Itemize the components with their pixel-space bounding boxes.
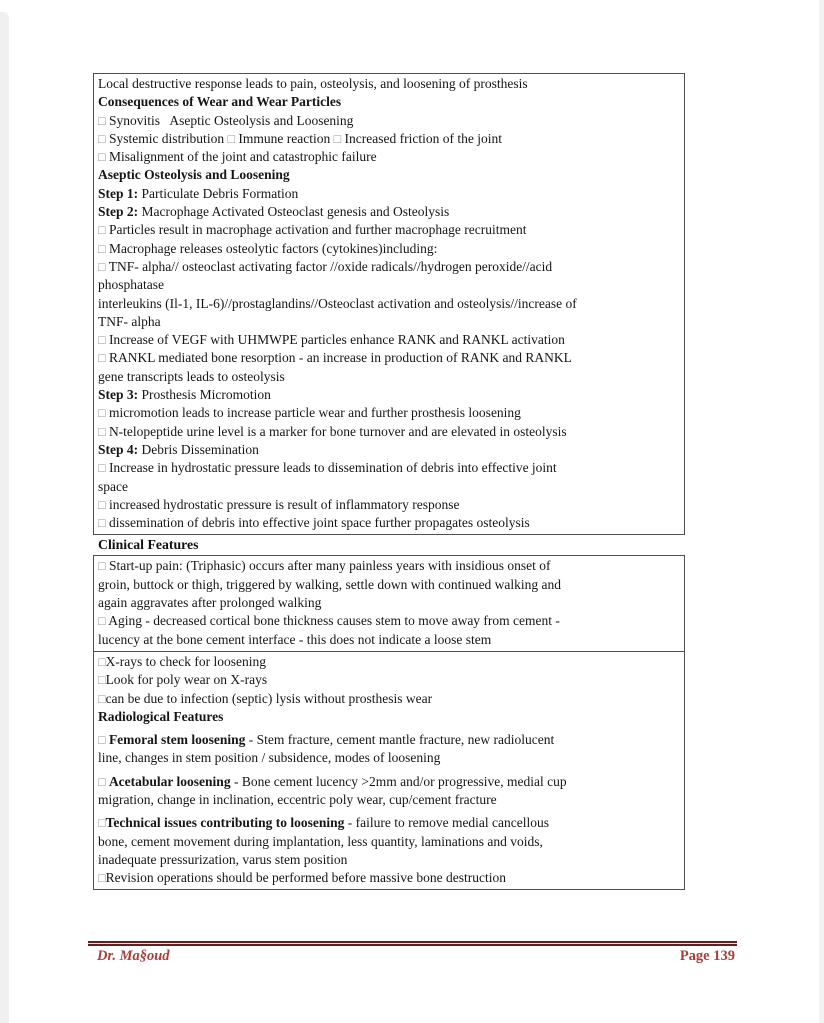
body-text: inadequate pressurization, varus stem position [98, 851, 348, 867]
bold-text: Femoral stem loosening [108, 732, 246, 748]
checkbox-icon: □ [98, 691, 106, 706]
text-line [98, 594, 679, 612]
body-text: - Stem fracture, cement mantle fracture, new radiolucent [245, 732, 555, 748]
body-text: Systemic distribution [105, 130, 228, 146]
checkbox-icon: □ [98, 559, 106, 574]
checkbox-icon: □ [98, 871, 106, 886]
text-line [98, 93, 679, 111]
footer-page-number: Page 139 [679, 948, 735, 964]
page-edge-right [819, 0, 824, 1023]
body-text: micromotion leads to increase particle wear and further prosthesis loosening [105, 405, 521, 421]
wear-consequences-box [93, 73, 685, 535]
checkbox-icon: □ [98, 351, 106, 366]
text-line [98, 313, 679, 331]
body-text: - Bone cement lucency >2mm and/or progressive, medial cup [230, 773, 567, 789]
text-line [98, 708, 679, 726]
body-text: Aging - decreased cortical bone thickness causes stem to move away from cement - [105, 613, 560, 629]
body-text: gene transcripts leads to osteolysis [98, 368, 285, 384]
checkbox-icon: □ [98, 774, 106, 789]
body-text: X-rays to check for loosening [105, 653, 267, 669]
checkbox-icon: □ [98, 333, 106, 348]
text-line [98, 240, 679, 258]
checkbox-icon: □ [98, 223, 106, 238]
text-line [98, 671, 679, 689]
body-text: TNF- alpha// osteoclast activating factor //oxide radicals//hydrogen peroxide//acid [105, 258, 553, 274]
body-text: Revision operations should be performed before massive bone destruction [105, 870, 506, 886]
body-text: Particulate Debris Formation [141, 185, 299, 201]
text-line [98, 276, 679, 294]
body-text: lucency at the bone cement interface - this does not indicate a loose stem [98, 631, 492, 647]
checkbox-icon: □ [98, 816, 106, 831]
text-line [98, 331, 679, 349]
text-line [98, 773, 679, 791]
bold-text: Aseptic Osteolysis and Loosening [98, 167, 290, 183]
text-line [98, 514, 679, 532]
footer-divider [88, 941, 737, 946]
checkbox-icon: □ [98, 516, 106, 531]
text-line [98, 349, 679, 367]
checkbox-icon: □ [98, 614, 106, 629]
body-text: can be due to infection (septic) lysis without prosthesis wear [105, 690, 433, 706]
checkbox-icon: □ [98, 259, 106, 274]
text-line [98, 441, 679, 459]
bold-text: Step 2: [98, 204, 142, 220]
text-line [98, 612, 679, 630]
body-text: increased hydrostatic pressure is result of inflammatory response [105, 496, 460, 512]
body-text: bone, cement movement during implantation, less quantity, laminations and voids, [98, 833, 543, 849]
checkbox-icon: □ [98, 733, 106, 748]
checkbox-icon: □ [98, 424, 106, 439]
text-line [98, 295, 679, 313]
body-text: TNF- alpha [98, 313, 161, 329]
text-line [98, 148, 679, 166]
body-text: Particles result in macrophage activation and further macrophage recruitment [105, 222, 527, 238]
body-text: N-telopeptide urine level is a marker for bone turnover and are elevated in osteolysis [105, 423, 567, 439]
text-line [98, 749, 679, 767]
body-text: Look for poly wear on X-rays [105, 672, 268, 688]
clinical-features-box [93, 555, 685, 651]
clinical-features-heading: Clinical Features [98, 537, 199, 553]
text-line [98, 631, 679, 649]
radiological-features-box [93, 651, 685, 891]
bold-text: Technical issues contributing to loosening [105, 815, 345, 831]
checkbox-icon: □ [98, 113, 106, 128]
text-line [98, 368, 679, 386]
text-line [98, 386, 679, 404]
body-text: Macrophage Activated Osteoclast genesis and Osteolysis [141, 204, 450, 220]
footer-author: Dr. Ma§oud [97, 948, 170, 964]
text-line [98, 423, 679, 441]
text-line [98, 478, 679, 496]
checkbox-icon: □ [98, 131, 106, 146]
body-text: RANKL mediated bone resorption - an increase in production of RANK and RANKL [105, 350, 572, 366]
body-text: groin, buttock or thigh, triggered by walking, settle down with continued walking and [98, 576, 562, 592]
checkbox-icon: □ [98, 654, 106, 669]
text-line [98, 203, 679, 221]
body-text: dissemination of debris into effective joint space further propagates osteolysis [105, 515, 530, 531]
text-line [98, 869, 679, 887]
text-line [98, 791, 679, 809]
bold-text: Step 4: [98, 441, 142, 457]
text-line [98, 404, 679, 422]
body-text: Increase in hydrostatic pressure leads to dissemination of debris into effective joint [105, 460, 557, 476]
checkbox-icon: □ [98, 406, 106, 421]
body-text: space [98, 478, 128, 494]
body-text: Misalignment of the joint and catastrophic failure [105, 149, 377, 165]
text-line [98, 731, 679, 749]
text-line [98, 653, 679, 671]
checkbox-icon: □ [98, 497, 106, 512]
text-line [98, 130, 679, 148]
text-line [98, 851, 679, 869]
body-text: migration, change in inclination, eccentric poly wear, cup/cement fracture [98, 791, 497, 807]
body-text: Local destructive response leads to pain, osteolysis, and loosening of prosthesis [98, 76, 528, 91]
body-text: - failure to remove medial cancellous [344, 815, 550, 831]
body-text: Start-up pain: (Triphasic) occurs after many painless years with insidious onset of [105, 558, 551, 574]
text-line [98, 690, 679, 708]
body-text: again aggravates after prolonged walking [98, 595, 322, 611]
page-edge-left [0, 12, 9, 1023]
body-text: phosphatase [98, 277, 164, 293]
checkbox-icon: □ [333, 131, 342, 146]
text-line [98, 185, 679, 203]
bold-text: Step 1: [98, 185, 142, 201]
text-line [98, 459, 679, 477]
text-line [98, 75, 679, 93]
bold-text: Radiological Features [98, 708, 224, 724]
checkbox-icon: □ [98, 461, 106, 476]
checkbox-icon: □ [98, 150, 106, 165]
text-line [98, 833, 679, 851]
bold-text: Step 3: [98, 387, 142, 403]
text-line [98, 557, 679, 575]
body-text: Increase of VEGF with UHMWPE particles enhance RANK and RANKL activation [105, 332, 565, 348]
body-text: Debris Dissemination [141, 441, 259, 457]
body-text: interleukins (Il-1, IL-6)//prostaglandins//Osteoclast activation and osteolysis//increase of [98, 295, 577, 311]
checkbox-icon: □ [98, 241, 106, 256]
body-text: Prosthesis Micromotion [141, 387, 271, 403]
body-text: Macrophage releases osteolytic factors (cytokines)including: [105, 240, 438, 256]
checkbox-icon: □ [227, 131, 236, 146]
text-line [98, 258, 679, 276]
body-text: line, changes in stem position / subsidence, modes of loosening [98, 750, 441, 766]
bold-text: Consequences of Wear and Wear Particles [98, 94, 342, 110]
body-text: Synovitis Aseptic Osteolysis and Loosening [105, 112, 354, 128]
checkbox-icon: □ [98, 673, 106, 688]
body-text: Increased friction of the joint [341, 130, 502, 146]
text-line [98, 496, 679, 514]
body-text: Immune reaction [235, 130, 334, 146]
text-line [98, 221, 679, 239]
text-line [98, 814, 679, 832]
document-blocks [93, 73, 685, 890]
text-line [98, 112, 679, 130]
text-line [98, 576, 679, 594]
bold-text: Acetabular loosening [108, 773, 231, 789]
text-line [98, 166, 679, 184]
page-footer [97, 948, 735, 965]
